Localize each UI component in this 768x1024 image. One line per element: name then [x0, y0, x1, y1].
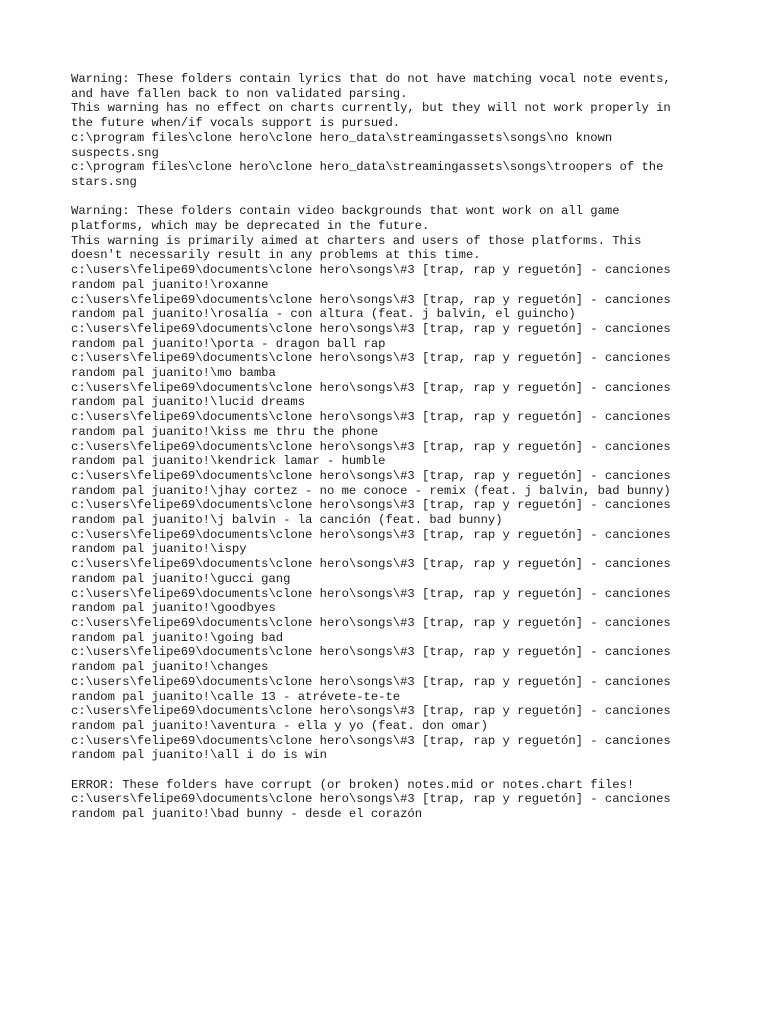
folder-path: c:\users\felipe69\documents\clone hero\songs\#3 [trap, rap y reguetón] - canciones	[71, 468, 671, 483]
folder-path: c:\users\felipe69\documents\clone hero\songs\#3 [trap, rap y reguetón] - canciones	[71, 321, 671, 336]
folder-path: c:\users\felipe69\documents\clone hero\songs\#3 [trap, rap y reguetón] - canciones	[71, 616, 671, 630]
folder-path: c:\users\felipe69\documents\clone hero\songs\#3 [trap, rap y reguetón] - canciones	[71, 410, 671, 425]
folder-path: random pal juanito!\lucid dreams	[71, 395, 306, 410]
warning-text: This warning has no effect on charts currently, but they will not work properly in	[71, 101, 671, 116]
error-section	[71, 778, 699, 822]
warning-heading: Warning: These folders contain lyrics that do not have matching vocal note events,	[71, 72, 671, 86]
folder-path: c:\users\felipe69\documents\clone hero\songs\#3 [trap, rap y reguetón] - canciones	[71, 674, 671, 689]
warning-text: the future when/if vocals support is pursued.	[71, 116, 401, 131]
folder-path: random pal juanito!\j balvin - la canción (feat. bad bunny)	[71, 513, 503, 528]
folder-path: c:\users\felipe69\documents\clone hero\songs\#3 [trap, rap y reguetón] - canciones	[71, 586, 671, 601]
folder-path: c:\users\felipe69\documents\clone hero\songs\#3 [trap, rap y reguetón] - canciones	[71, 439, 671, 454]
folder-path: random pal juanito!\calle 13 - atrévete-te-te	[71, 689, 401, 704]
folder-path: c:\users\felipe69\documents\clone hero\songs\#3 [trap, rap y reguetón] - canciones	[71, 733, 671, 748]
folder-path: random pal juanito!\bad bunny - desde el corazón	[71, 807, 423, 822]
folder-path: random pal juanito!\changes	[71, 660, 269, 675]
folder-path: c:\program files\clone hero\clone hero_data\streamingassets\songs\troopers of the	[71, 160, 664, 175]
folder-path: random pal juanito!\roxanne	[71, 277, 269, 292]
error-heading: ERROR: These folders have corrupt (or broken) notes.mid or notes.chart files!	[71, 777, 635, 792]
folder-path: c:\users\felipe69\documents\clone hero\songs\#3 [trap, rap y reguetón] - canciones	[71, 557, 671, 572]
folder-path: c:\users\felipe69\documents\clone hero\songs\#3 [trap, rap y reguetón] - canciones	[71, 380, 671, 395]
folder-path: random pal juanito!\goodbyes	[71, 601, 276, 616]
folder-path: random pal juanito!\aventura - ella y yo (feat. don omar)	[71, 718, 488, 733]
document-page	[71, 72, 699, 837]
warning-text: platforms, which may be deprecated in the future.	[71, 219, 430, 234]
folder-path: c:\users\felipe69\documents\clone hero\songs\#3 [trap, rap y reguetón] - canciones	[71, 498, 671, 513]
folder-path: random pal juanito!\kiss me thru the phone	[71, 424, 379, 439]
folder-path: c:\users\felipe69\documents\clone hero\songs\#3 [trap, rap y reguetón] - canciones	[71, 792, 671, 807]
folder-path: random pal juanito!\rosalía - con altura (feat. j balvin, el guincho)	[71, 307, 576, 322]
folder-path: c:\program files\clone hero\clone hero_data\streamingassets\songs\no known	[71, 130, 613, 145]
warning-text: doesn't necessarily result in any problems at this time.	[71, 248, 481, 263]
folder-path: random pal juanito!\gucci gang	[71, 571, 291, 586]
video-warning-section	[71, 204, 699, 763]
folder-path: c:\users\felipe69\documents\clone hero\songs\#3 [trap, rap y reguetón] - canciones	[71, 527, 671, 542]
folder-path: random pal juanito!\going bad	[71, 630, 284, 645]
folder-path: c:\users\felipe69\documents\clone hero\songs\#3 [trap, rap y reguetón] - canciones	[71, 263, 671, 278]
warning-heading: Warning: These folders contain video backgrounds that wont work on all game	[71, 204, 620, 219]
folder-path: random pal juanito!\all i do is win	[71, 748, 327, 763]
folder-path: c:\users\felipe69\documents\clone hero\songs\#3 [trap, rap y reguetón] - canciones	[71, 351, 671, 366]
folder-path: random pal juanito!\kendrick lamar - humble	[71, 454, 386, 469]
folder-path: c:\users\felipe69\documents\clone hero\songs\#3 [trap, rap y reguetón] - canciones	[71, 645, 671, 660]
lyrics-warning-section	[71, 72, 699, 190]
warning-text: and have fallen back to non validated parsing.	[71, 86, 408, 101]
folder-path: suspects.sng	[71, 145, 159, 160]
folder-path: random pal juanito!\ispy	[71, 542, 247, 557]
folder-path: random pal juanito!\mo bamba	[71, 366, 276, 381]
folder-path: c:\users\felipe69\documents\clone hero\songs\#3 [trap, rap y reguetón] - canciones	[71, 704, 671, 719]
folder-path: c:\users\felipe69\documents\clone hero\songs\#3 [trap, rap y reguetón] - canciones	[71, 292, 671, 307]
folder-path: stars.sng	[71, 174, 137, 189]
folder-path: random pal juanito!\jhay cortez - no me conoce - remix (feat. j balvin, bad bunny)	[71, 483, 671, 498]
warning-text: This warning is primarily aimed at charters and users of those platforms. This	[71, 233, 642, 248]
folder-path: random pal juanito!\porta - dragon ball rap	[71, 336, 386, 351]
